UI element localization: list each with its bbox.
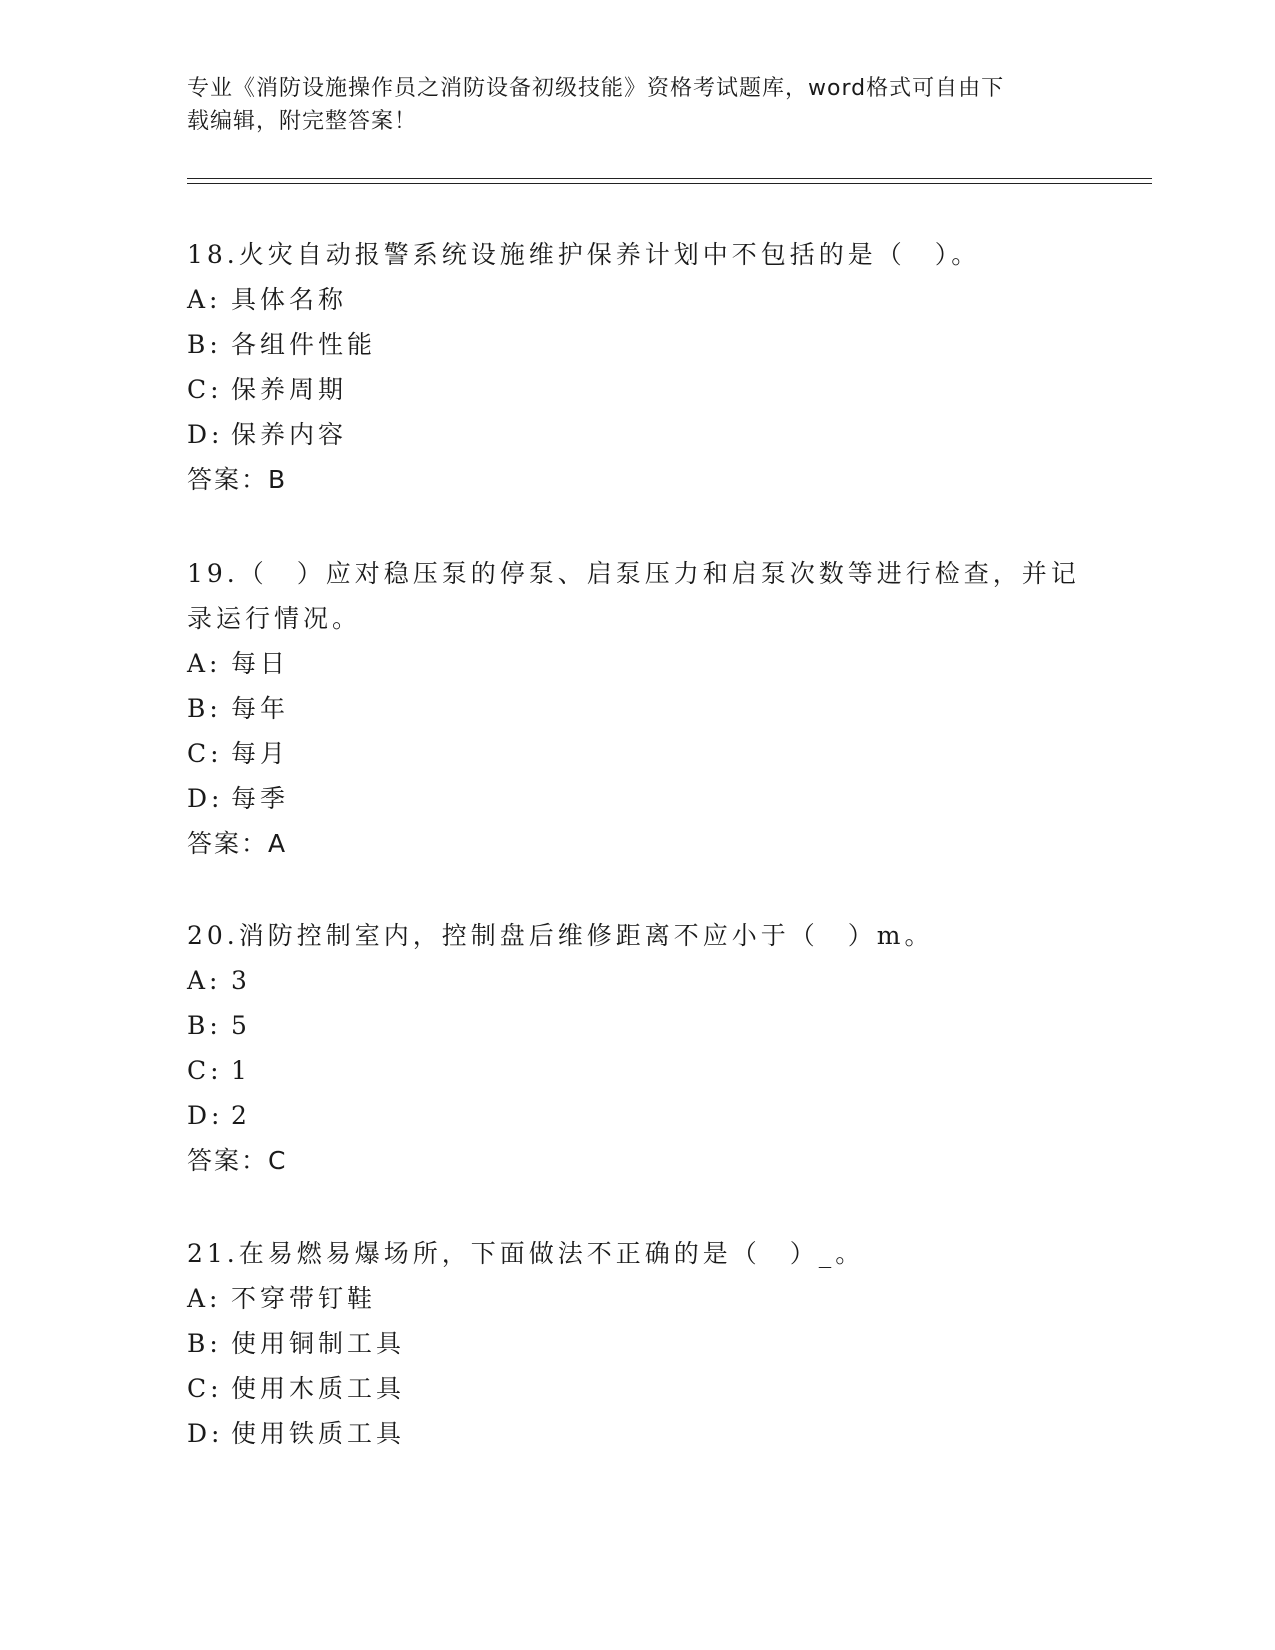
option-a: A: 每日 <box>187 649 290 678</box>
answer: 答案：C <box>187 1146 288 1175</box>
option-b: B: 使用铜制工具 <box>187 1329 406 1358</box>
option-a: A: 具体名称 <box>187 285 348 314</box>
question-stem: 19.（ ）应对稳压泵的停泵、启泵压力和启泵次数等进行检查，并记 <box>187 559 1080 588</box>
option-c: C: 使用木质工具 <box>187 1374 406 1403</box>
option-d: D: 每季 <box>187 784 290 813</box>
question-18 <box>187 232 1087 502</box>
answer: 答案：B <box>187 465 288 494</box>
option-a: A: 不穿带钉鞋 <box>187 1284 377 1313</box>
option-c: C: 1 <box>187 1056 251 1085</box>
option-b: B: 每年 <box>187 694 290 723</box>
question-stem: 20.消防控制室内，控制盘后维修距离不应小于（ ）m。 <box>187 921 934 950</box>
option-c: C: 保养周期 <box>187 375 348 404</box>
question-stem-continued: 录运行情况。 <box>187 604 362 633</box>
question-stem: 21.在易燃易爆场所，下面做法不正确的是（ ）_。 <box>187 1239 865 1268</box>
option-d: D: 使用铁质工具 <box>187 1419 406 1448</box>
option-d: D: 2 <box>187 1101 251 1130</box>
question-21 <box>187 1231 1087 1456</box>
option-b: B: 5 <box>187 1011 251 1040</box>
question-19 <box>187 551 1087 866</box>
header-line-1: 专业《消防设施操作员之消防设备初级技能》资格考试题库，word格式可自由下 <box>187 76 1005 101</box>
document-header <box>187 72 1067 138</box>
answer: 答案：A <box>187 829 288 858</box>
option-c: C: 每月 <box>187 739 290 768</box>
header-line-2: 载编辑，附完整答案！ <box>187 109 418 134</box>
question-20 <box>187 913 1087 1183</box>
question-stem: 18.火灾自动报警系统设施维护保养计划中不包括的是（ ）。 <box>187 240 981 269</box>
option-a: A: 3 <box>187 966 251 995</box>
header-divider-bottom <box>187 183 1152 184</box>
header-divider-top <box>187 178 1152 179</box>
option-d: D: 保养内容 <box>187 420 348 449</box>
option-b: B: 各组件性能 <box>187 330 377 359</box>
